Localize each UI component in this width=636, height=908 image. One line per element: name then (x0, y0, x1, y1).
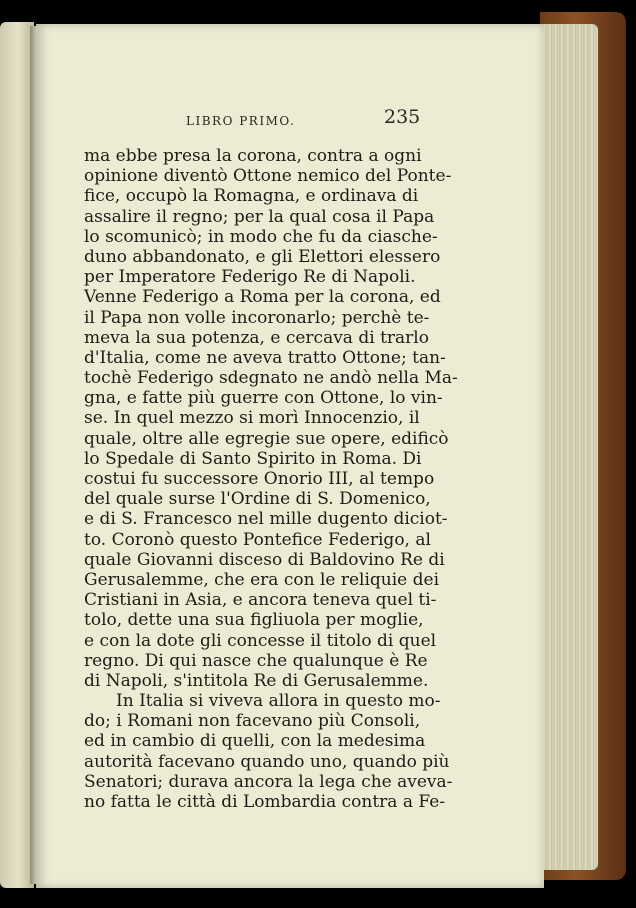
previous-page-edge (0, 22, 34, 888)
page-number: 235 (384, 106, 421, 128)
text-line: per Imperatore Federigo Re di Napoli. (84, 267, 416, 288)
text-line: Cristiani in Asia, e ancora teneva quel ti- (84, 590, 437, 611)
text-line: d'Italia, come ne aveva tratto Ottone; tan- (84, 347, 446, 368)
text-line: Gerusalemme, che era con le reliquie dei (84, 569, 440, 590)
text-line: do; i Romani non facevano più Consoli, (84, 711, 421, 732)
running-head-title: LIBRO PRIMO. (186, 114, 296, 128)
paragraph-first-line: In Italia si viveva allora in questo mo- (116, 691, 441, 712)
text-line: costui fu successore Onorio III, al tempo (84, 469, 435, 489)
text-line: ma ebbe presa la corona, contra a ogni (84, 146, 422, 166)
page-edges (540, 24, 598, 870)
text-line: assalire il regno; per la qual cosa il Papa (84, 206, 435, 227)
body-text (84, 146, 458, 812)
text-line: del quale surse l'Ordine di S. Domenico, (84, 489, 431, 510)
text-line: to. Coronò questo Pontefice Federigo, al (84, 529, 431, 550)
text-line: no fatta le città di Lombardia contra a Fe- (84, 792, 446, 812)
text-line: ed in cambio di quelli, con la medesima (84, 731, 426, 752)
text-line: e con la dote gli concesse il titolo di quel (84, 630, 437, 651)
text-line: autorità facevano quando uno, quando più (84, 751, 450, 772)
text-line: opinione diventò Ottone nemico del Ponte- (84, 166, 452, 187)
text-line: tochè Federigo sdegnato ne andò nella Ma- (84, 368, 458, 389)
text-line: fice, occupò la Romagna, e ordinava di (84, 186, 419, 207)
text-line: lo Spedale di Santo Spirito in Roma. Di (84, 448, 422, 469)
text-line: il Papa non volle incoronarlo; perchè te- (84, 307, 430, 328)
text-line: se. In quel mezzo si morì Innocenzio, il (84, 408, 420, 429)
text-line: quale, oltre alle egregie sue opere, edificò (84, 428, 449, 449)
text-line: duno abbandonato, e gli Elettori elessero (84, 246, 441, 267)
text-line: regno. Di qui nasce che qualunque è Re (84, 650, 428, 671)
text-line: Venne Federigo a Roma per la corona, ed (84, 287, 441, 308)
text-line: tolo, dette una sua figliuola per moglie, (84, 610, 424, 631)
text-line: Senatori; durava ancora la lega che aveva- (84, 771, 453, 792)
text-line: e di S. Francesco nel mille dugento diciot- (84, 509, 448, 530)
text-line: gna, e fatte più guerre con Ottone, lo vin- (84, 388, 443, 409)
text-line: di Napoli, s'intitola Re di Gerusalemme. (84, 670, 429, 691)
running-head (36, 104, 544, 134)
text-line: lo scomunicò; in modo che fu da ciasche- (84, 226, 438, 247)
text-line: quale Giovanni disceso di Baldovino Re di (84, 549, 445, 570)
text-line: meva la sua potenza, e cercava di trarlo (84, 327, 429, 348)
